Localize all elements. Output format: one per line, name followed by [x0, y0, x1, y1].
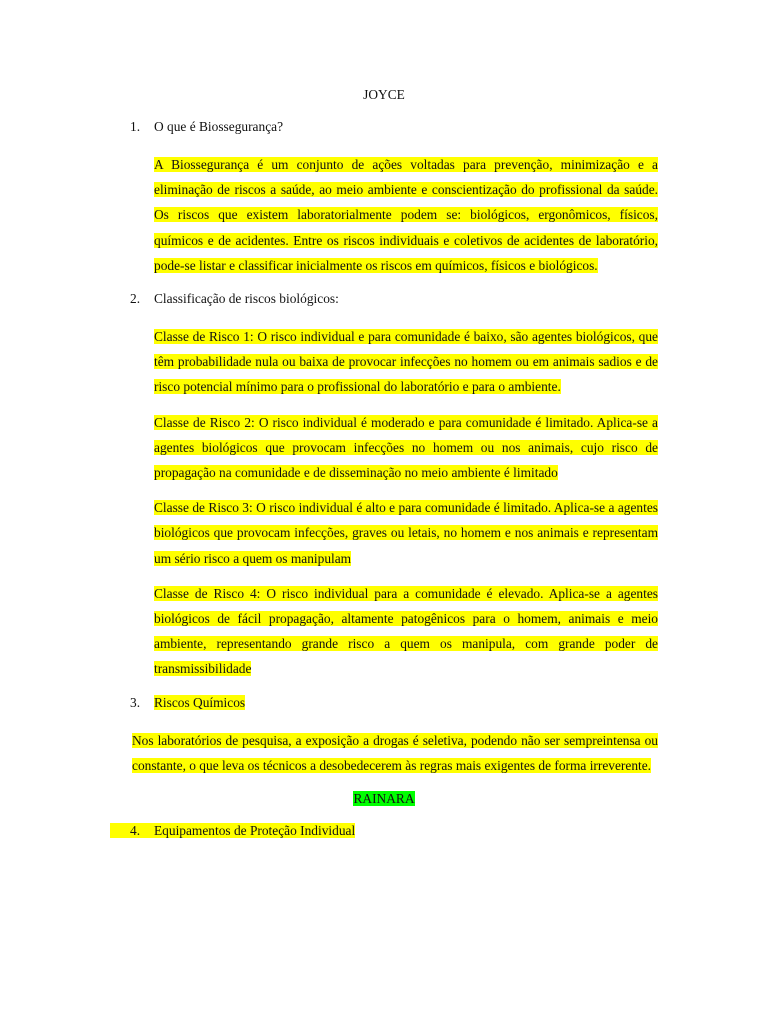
heading-joyce-text: JOYCE	[363, 87, 405, 102]
item-number: 2.	[130, 291, 141, 307]
item-number: 4.	[130, 823, 141, 839]
numbered-item-4	[110, 820, 658, 842]
numbered-item-3	[110, 692, 658, 714]
heading-rainara-text: RAINARA	[353, 791, 415, 807]
paragraph-biosseguranca	[110, 152, 658, 278]
item-number: 1.	[130, 119, 141, 134]
highlighted-text: Classe de Risco 1: O risco individual e para comunidade é baixo, são agentes biológicos, que têm probabilidade nula ou baixa de provocar infecções no homem ou em animais sadios e de risco potencial mínimo para o profissional do laboratório e para o ambiente.	[154, 329, 658, 395]
highlighted-text: A Biossegurança é um conjunto de ações voltadas para prevenção, minimização e a eliminação de riscos a saúde, ao meio ambiente e conscientização do profissional da saúde. Os riscos que existem laboratorialmente podem se: biológicos, ergonômicos, físicos, químicos e de acidentes. Entre os riscos individuais e coletivos de acidentes de laboratório, pode-se listar e classificar inicialmente os riscos em químicos, físicos e biológicos.	[154, 157, 658, 273]
item-text: Riscos Químicos	[154, 694, 246, 710]
paragraph-classe-1	[110, 324, 658, 400]
item-text: O que é Biossegurança?	[154, 119, 284, 134]
highlighted-text: Classe de Risco 3: O risco individual é alto e para comunidade é limitado. Aplica-se a agentes biológicos que provocam infecções, graves ou letais, no homem e nos animais e representam um sério risco a quem os manipulam	[154, 500, 658, 566]
paragraph-classe-3	[110, 495, 658, 571]
paragraph-quimicos	[110, 728, 658, 778]
item-number: 3.	[130, 694, 141, 710]
highlighted-text: Classe de Risco 2: O risco individual é moderado e para comunidade é limitado. Aplica-se a agentes biológicos que provocam infecções no homem ou nos animais, cujo risco de propagação na comunidade e de disseminação no meio ambiente é limitado	[154, 414, 658, 481]
section-heading-rainara	[110, 788, 658, 810]
section-heading-joyce	[110, 84, 658, 106]
item-text: Classificação de riscos biológicos:	[154, 291, 339, 307]
paragraph-classe-4	[110, 581, 658, 682]
highlighted-text: Nos laboratórios de pesquisa, a exposição a drogas é seletiva, podendo não ser sempreintensa ou constante, o que leva os técnicos a desobedecerem às regras mais exigentes de forma irreverente.	[132, 732, 658, 773]
document-body	[110, 84, 658, 842]
paragraph-classe-2	[110, 410, 658, 486]
highlighted-text: Classe de Risco 4: O risco individual para a comunidade é elevado. Aplica-se a agentes biológicos de fácil propagação, altamente patogênicos para o homem, animais e meio ambiente, representando grande risco a quem os manipula, com grande poder de transmissibilidade	[154, 585, 658, 677]
numbered-item-1	[110, 116, 658, 138]
item-text: Equipamentos de Proteção Individual	[154, 823, 356, 839]
numbered-item-2	[110, 288, 658, 310]
